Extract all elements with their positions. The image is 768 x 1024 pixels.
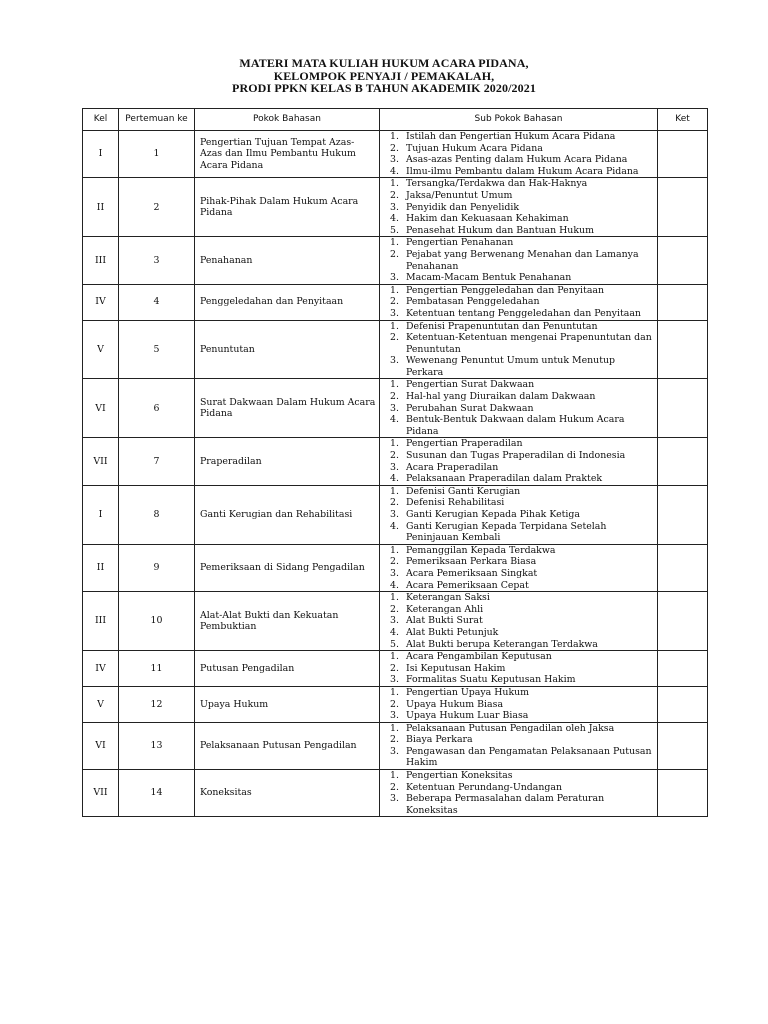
cell-kel: VII xyxy=(83,438,119,485)
sub-topic-text: Pengertian Praperadilan xyxy=(406,438,523,450)
sub-topic-text: Wewenang Penuntut Umum untuk Menutup Perkara xyxy=(406,355,616,378)
sub-topic-item xyxy=(384,627,655,639)
sub-topic-text: Keterangan Saksi xyxy=(406,592,490,604)
sub-topic-text: Ganti Kerugian Kepada Terpidana Setelah Peninjauan Kembali xyxy=(406,520,607,544)
sub-topic-item xyxy=(384,580,655,592)
sub-topic-item xyxy=(384,131,655,143)
sub-topic-item xyxy=(384,651,655,663)
sub-topic-text: Acara Pemeriksaan Cepat xyxy=(406,579,529,591)
sub-topic-item xyxy=(384,296,655,308)
sub-topic-text: Pelaksanaan Praperadilan dalam Praktek xyxy=(406,473,603,485)
cell-pokok-bahasan: Pelaksanaan Putusan Pengadilan xyxy=(195,722,380,769)
sub-topic-text: Formalitas Suatu Keputusan Hakim xyxy=(406,674,576,686)
cell-ket xyxy=(658,485,708,544)
sub-topic-number: 2. xyxy=(390,734,399,746)
sub-topic-text: Susunan dan Tugas Praperadilan di Indonesia xyxy=(406,450,626,462)
sub-topic-list xyxy=(384,651,655,686)
cell-pertemuan: 7 xyxy=(119,438,195,485)
table-row xyxy=(83,770,708,817)
sub-topic-item xyxy=(384,509,655,521)
sub-topic-list xyxy=(384,438,655,484)
cell-sub-pokok-bahasan xyxy=(380,178,658,237)
sub-topic-item xyxy=(384,723,655,735)
sub-topic-number: 1. xyxy=(390,651,399,663)
sub-topic-text: Upaya Hukum Biasa xyxy=(406,698,504,710)
sub-topic-number: 1. xyxy=(390,379,399,391)
sub-topic-item xyxy=(384,497,655,509)
sub-topic-text: Bentuk-Bentuk Dakwaan dalam Hukum Acara Pidana xyxy=(406,414,625,437)
cell-pertemuan: 13 xyxy=(119,722,195,769)
sub-topic-number: 2. xyxy=(390,698,399,710)
sub-topic-text: Isi Keputusan Hakim xyxy=(406,662,506,674)
table-row xyxy=(83,178,708,237)
sub-topic-item xyxy=(384,285,655,297)
sub-topic-number: 1. xyxy=(390,686,399,698)
sub-topic-item xyxy=(384,521,655,544)
cell-ket xyxy=(658,379,708,438)
sub-topic-item xyxy=(384,237,655,249)
cell-pertemuan: 6 xyxy=(119,379,195,438)
sub-topic-item xyxy=(384,143,655,155)
cell-kel: IV xyxy=(83,651,119,687)
sub-topic-item xyxy=(384,556,655,568)
sub-topic-text: Alat Bukti Petunjuk xyxy=(406,626,499,638)
sub-topic-text: Penasehat Hukum dan Bantuan Hukum xyxy=(406,224,594,236)
sub-topic-text: Pembatasan Penggeledahan xyxy=(406,296,540,308)
sub-topic-list xyxy=(384,237,655,283)
header-pokok-bahasan: Pokok Bahasan xyxy=(195,109,380,131)
sub-topic-number: 3. xyxy=(390,461,399,473)
sub-topic-list xyxy=(384,178,655,236)
sub-topic-number: 4. xyxy=(390,579,399,591)
cell-ket xyxy=(658,770,708,817)
sub-topic-item xyxy=(384,793,655,816)
table-row xyxy=(83,722,708,769)
sub-topic-list xyxy=(384,486,655,544)
table-row xyxy=(83,592,708,651)
sub-topic-item xyxy=(384,379,655,391)
sub-topic-item xyxy=(384,663,655,675)
sub-topic-list xyxy=(384,770,655,816)
sub-topic-text: Pengertian Koneksitas xyxy=(406,770,513,782)
sub-topic-item xyxy=(384,202,655,214)
sub-topic-number: 1. xyxy=(390,770,399,782)
sub-topic-number: 4. xyxy=(390,626,399,638)
sub-topic-number: 3. xyxy=(390,154,399,166)
table-row xyxy=(83,686,708,722)
sub-topic-text: Acara Pemeriksaan Singkat xyxy=(406,567,538,579)
sub-topic-item xyxy=(384,615,655,627)
cell-pokok-bahasan: Penahanan xyxy=(195,237,380,284)
sub-topic-number: 1. xyxy=(390,320,399,332)
sub-topic-item xyxy=(384,308,655,320)
cell-sub-pokok-bahasan xyxy=(380,544,658,591)
table-body xyxy=(83,131,708,817)
cell-pokok-bahasan: Upaya Hukum xyxy=(195,686,380,722)
sub-topic-number: 1. xyxy=(390,438,399,450)
sub-topic-number: 3. xyxy=(390,745,399,757)
cell-pokok-bahasan: Pemeriksaan di Sidang Pengadilan xyxy=(195,544,380,591)
sub-topic-number: 3. xyxy=(390,615,399,627)
sub-topic-item xyxy=(384,178,655,190)
cell-pokok-bahasan: Praperadilan xyxy=(195,438,380,485)
sub-topic-list xyxy=(384,592,655,650)
cell-ket xyxy=(658,438,708,485)
cell-ket xyxy=(658,592,708,651)
sub-topic-item xyxy=(384,414,655,437)
cell-sub-pokok-bahasan xyxy=(380,686,658,722)
sub-topic-number: 2. xyxy=(390,189,399,201)
cell-pokok-bahasan: Penuntutan xyxy=(195,320,380,379)
table-row xyxy=(83,131,708,178)
cell-kel: I xyxy=(83,131,119,178)
document-title xyxy=(0,57,768,95)
sub-topic-item xyxy=(384,746,655,769)
cell-kel: II xyxy=(83,178,119,237)
sub-topic-text: Perubahan Surat Dakwaan xyxy=(406,402,534,414)
sub-topic-number: 3. xyxy=(390,793,399,805)
cell-pokok-bahasan: Alat-Alat Bukti dan Kekuatan Pembuktian xyxy=(195,592,380,651)
cell-ket xyxy=(658,544,708,591)
sub-topic-item xyxy=(384,154,655,166)
cell-pertemuan: 3 xyxy=(119,237,195,284)
cell-pertemuan: 4 xyxy=(119,284,195,320)
sub-topic-number: 4. xyxy=(390,165,399,177)
sub-topic-item xyxy=(384,321,655,333)
sub-topic-number: 1. xyxy=(390,722,399,734)
sub-topic-item xyxy=(384,710,655,722)
sub-topic-number: 3. xyxy=(390,272,399,284)
table-row xyxy=(83,485,708,544)
sub-topic-list xyxy=(384,131,655,177)
cell-kel: IV xyxy=(83,284,119,320)
cell-kel: I xyxy=(83,485,119,544)
title-line-2: KELOMPOK PENYAJI / PEMAKALAH, xyxy=(273,68,495,83)
table-row xyxy=(83,544,708,591)
sub-topic-text: Alat Bukti Surat xyxy=(406,615,483,627)
sub-topic-text: Pejabat yang Berwenang Menahan dan Lamanya Penahanan xyxy=(406,248,639,272)
cell-pertemuan: 10 xyxy=(119,592,195,651)
sub-topic-text: Defenisi Rehabilitasi xyxy=(406,497,505,509)
sub-topic-list xyxy=(384,321,655,379)
sub-topic-number: 2. xyxy=(390,332,399,344)
sub-topic-number: 2. xyxy=(390,603,399,615)
sub-topic-text: Ketentuan tentang Penggeledahan dan Penyitaan xyxy=(406,307,641,319)
sub-topic-item xyxy=(384,213,655,225)
sub-topic-list xyxy=(384,723,655,769)
sub-topic-text: Pengertian Penahanan xyxy=(406,237,514,249)
header-sub-pokok-bahasan: Sub Pokok Bahasan xyxy=(380,109,658,131)
sub-topic-number: 1. xyxy=(390,237,399,249)
sub-topic-number: 3. xyxy=(390,307,399,319)
cell-pertemuan: 1 xyxy=(119,131,195,178)
sub-topic-text: Tersangka/Terdakwa dan Hak-Haknya xyxy=(406,178,588,190)
sub-topic-text: Macam-Macam Bentuk Penahanan xyxy=(406,272,572,284)
sub-topic-item xyxy=(384,249,655,272)
sub-topic-item xyxy=(384,486,655,498)
sub-topic-text: Ketentuan Perundang-Undangan xyxy=(406,781,563,793)
sub-topic-text: Pelaksanaan Putusan Pengadilan oleh Jaksa xyxy=(406,722,615,734)
sub-topic-item xyxy=(384,450,655,462)
cell-pokok-bahasan: Surat Dakwaan Dalam Hukum Acara Pidana xyxy=(195,379,380,438)
materi-table xyxy=(82,108,708,817)
sub-topic-item xyxy=(384,272,655,284)
sub-topic-number: 3. xyxy=(390,509,399,520)
sub-topic-text: Istilah dan Pengertian Hukum Acara Pidana xyxy=(406,131,616,142)
sub-topic-item xyxy=(384,687,655,699)
sub-topic-number: 4. xyxy=(390,414,399,426)
sub-topic-item xyxy=(384,545,655,557)
cell-sub-pokok-bahasan xyxy=(380,379,658,438)
cell-pokok-bahasan: Pihak-Pihak Dalam Hukum Acara Pidana xyxy=(195,178,380,237)
sub-topic-item xyxy=(384,190,655,202)
cell-kel: III xyxy=(83,237,119,284)
sub-topic-text: Acara Praperadilan xyxy=(406,461,499,473)
sub-topic-number: 5. xyxy=(390,638,399,650)
cell-sub-pokok-bahasan xyxy=(380,237,658,284)
sub-topic-item xyxy=(384,674,655,686)
cell-kel: III xyxy=(83,592,119,651)
cell-ket xyxy=(658,686,708,722)
cell-sub-pokok-bahasan xyxy=(380,592,658,651)
cell-pertemuan: 12 xyxy=(119,686,195,722)
cell-sub-pokok-bahasan xyxy=(380,485,658,544)
sub-topic-item xyxy=(384,332,655,355)
sub-topic-number: 4. xyxy=(390,473,399,485)
title-line-1: MATERI MATA KULIAH HUKUM ACARA PIDANA, xyxy=(239,56,529,70)
cell-pertemuan: 5 xyxy=(119,320,195,379)
sub-topic-item xyxy=(384,391,655,403)
cell-pokok-bahasan: Ganti Kerugian dan Rehabilitasi xyxy=(195,485,380,544)
sub-topic-text: Acara Pengambilan Keputusan xyxy=(406,651,552,663)
sub-topic-item xyxy=(384,568,655,580)
sub-topic-text: Defenisi Prapenuntutan dan Penuntutan xyxy=(406,320,598,332)
sub-topic-number: 1. xyxy=(390,178,399,190)
sub-topic-text: Upaya Hukum Luar Biasa xyxy=(406,710,529,722)
sub-topic-number: 2. xyxy=(390,142,399,154)
cell-pokok-bahasan: Koneksitas xyxy=(195,770,380,817)
title-line-3: PRODI PPKN KELAS B TAHUN AKADEMIK 2020/2021 xyxy=(232,81,536,95)
sub-topic-number: 3. xyxy=(390,402,399,414)
sub-topic-number: 3. xyxy=(390,201,399,213)
sub-topic-list xyxy=(384,687,655,722)
header-kel: Kel xyxy=(83,109,119,131)
sub-topic-number: 1. xyxy=(390,485,399,497)
sub-topic-number: 5. xyxy=(390,224,399,236)
sub-topic-number: 1. xyxy=(390,131,399,142)
header-ket: Ket xyxy=(658,109,708,131)
cell-sub-pokok-bahasan xyxy=(380,131,658,178)
sub-topic-text: Ganti Kerugian Kepada Pihak Ketiga xyxy=(406,509,580,520)
sub-topic-text: Pengertian Surat Dakwaan xyxy=(406,379,535,391)
sub-topic-text: Hal-hal yang Diuraikan dalam Dakwaan xyxy=(406,391,596,403)
table-row xyxy=(83,379,708,438)
cell-ket xyxy=(658,237,708,284)
sub-topic-item xyxy=(384,592,655,604)
sub-topic-number: 2. xyxy=(390,391,399,403)
sub-topic-number: 3. xyxy=(390,674,399,686)
sub-topic-number: 1. xyxy=(390,592,399,604)
sub-topic-item xyxy=(384,782,655,794)
cell-kel: II xyxy=(83,544,119,591)
sub-topic-text: Pengawasan dan Pengamatan Pelaksanaan Putusan Hakim xyxy=(406,745,652,769)
sub-topic-item xyxy=(384,473,655,485)
table-row xyxy=(83,320,708,379)
cell-pertemuan: 2 xyxy=(119,178,195,237)
sub-topic-item xyxy=(384,438,655,450)
sub-topic-number: 1. xyxy=(390,284,399,296)
sub-topic-text: Alat Bukti berupa Keterangan Terdakwa xyxy=(406,638,598,650)
cell-sub-pokok-bahasan xyxy=(380,770,658,817)
cell-sub-pokok-bahasan xyxy=(380,722,658,769)
sub-topic-text: Biaya Perkara xyxy=(406,734,473,746)
sub-topic-text: Pemanggilan Kepada Terdakwa xyxy=(406,544,556,556)
sub-topic-number: 2. xyxy=(390,450,399,462)
sub-topic-text: Ilmu-ilmu Pembantu dalam Hukum Acara Pidana xyxy=(406,165,639,177)
sub-topic-item xyxy=(384,639,655,651)
table-row xyxy=(83,438,708,485)
sub-topic-item xyxy=(384,462,655,474)
cell-ket xyxy=(658,651,708,687)
sub-topic-text: Pengertian Penggeledahan dan Penyitaan xyxy=(406,284,605,296)
header-pertemuan: Pertemuan ke xyxy=(119,109,195,131)
sub-topic-item xyxy=(384,166,655,178)
sub-topic-text: Asas-azas Penting dalam Hukum Acara Pidana xyxy=(406,154,628,166)
sub-topic-text: Defenisi Ganti Kerugian xyxy=(406,485,521,497)
cell-sub-pokok-bahasan xyxy=(380,284,658,320)
sub-topic-list xyxy=(384,379,655,437)
cell-sub-pokok-bahasan xyxy=(380,651,658,687)
sub-topic-text: Beberapa Permasalahan dalam Peraturan Koneksitas xyxy=(406,793,605,816)
sub-topic-text: Penyidik dan Penyelidik xyxy=(406,201,520,213)
cell-kel: V xyxy=(83,320,119,379)
sub-topic-number: 4. xyxy=(390,213,399,225)
cell-pokok-bahasan: Pengertian Tujuan Tempat Azas-Azas dan Ilmu Pembantu Hukum Acara Pidana xyxy=(195,131,380,178)
sub-topic-number: 2. xyxy=(390,556,399,568)
table-row xyxy=(83,284,708,320)
sub-topic-number: 4. xyxy=(390,520,399,532)
cell-ket xyxy=(658,131,708,178)
sub-topic-text: Pemeriksaan Perkara Biasa xyxy=(406,556,537,568)
cell-kel: VI xyxy=(83,722,119,769)
sub-topic-item xyxy=(384,699,655,711)
sub-topic-item xyxy=(384,355,655,378)
sub-topic-number: 2. xyxy=(390,781,399,793)
sub-topic-item xyxy=(384,225,655,237)
cell-pokok-bahasan: Penggeledahan dan Penyitaan xyxy=(195,284,380,320)
cell-ket xyxy=(658,320,708,379)
cell-ket xyxy=(658,284,708,320)
sub-topic-list xyxy=(384,285,655,320)
table-row xyxy=(83,237,708,284)
table-header-row xyxy=(83,109,708,131)
sub-topic-number: 2. xyxy=(390,662,399,674)
sub-topic-number: 2. xyxy=(390,248,399,260)
sub-topic-item xyxy=(384,403,655,415)
sub-topic-item xyxy=(384,604,655,616)
sub-topic-number: 3. xyxy=(390,355,399,367)
cell-sub-pokok-bahasan xyxy=(380,438,658,485)
sub-topic-number: 2. xyxy=(390,497,399,509)
sub-topic-number: 2. xyxy=(390,296,399,308)
cell-pertemuan: 14 xyxy=(119,770,195,817)
sub-topic-text: Pengertian Upaya Hukum xyxy=(406,686,530,698)
sub-topic-item xyxy=(384,734,655,746)
cell-pokok-bahasan: Putusan Pengadilan xyxy=(195,651,380,687)
cell-kel: VII xyxy=(83,770,119,817)
sub-topic-number: 1. xyxy=(390,544,399,556)
cell-pertemuan: 8 xyxy=(119,485,195,544)
cell-kel: VI xyxy=(83,379,119,438)
sub-topic-text: Jaksa/Penuntut Umum xyxy=(406,189,513,201)
table-row xyxy=(83,651,708,687)
sub-topic-list xyxy=(384,545,655,591)
sub-topic-number: 3. xyxy=(390,567,399,579)
sub-topic-text: Hakim dan Kekuasaan Kehakiman xyxy=(406,213,569,225)
cell-pertemuan: 11 xyxy=(119,651,195,687)
cell-kel: V xyxy=(83,686,119,722)
cell-ket xyxy=(658,722,708,769)
cell-sub-pokok-bahasan xyxy=(380,320,658,379)
cell-pertemuan: 9 xyxy=(119,544,195,591)
cell-ket xyxy=(658,178,708,237)
sub-topic-number: 3. xyxy=(390,710,399,722)
sub-topic-text: Ketentuan-Ketentuan mengenai Prapenuntutan dan Penuntutan xyxy=(406,332,652,355)
sub-topic-item xyxy=(384,770,655,782)
sub-topic-text: Keterangan Ahli xyxy=(406,603,484,615)
sub-topic-text: Tujuan Hukum Acara Pidana xyxy=(406,142,543,154)
